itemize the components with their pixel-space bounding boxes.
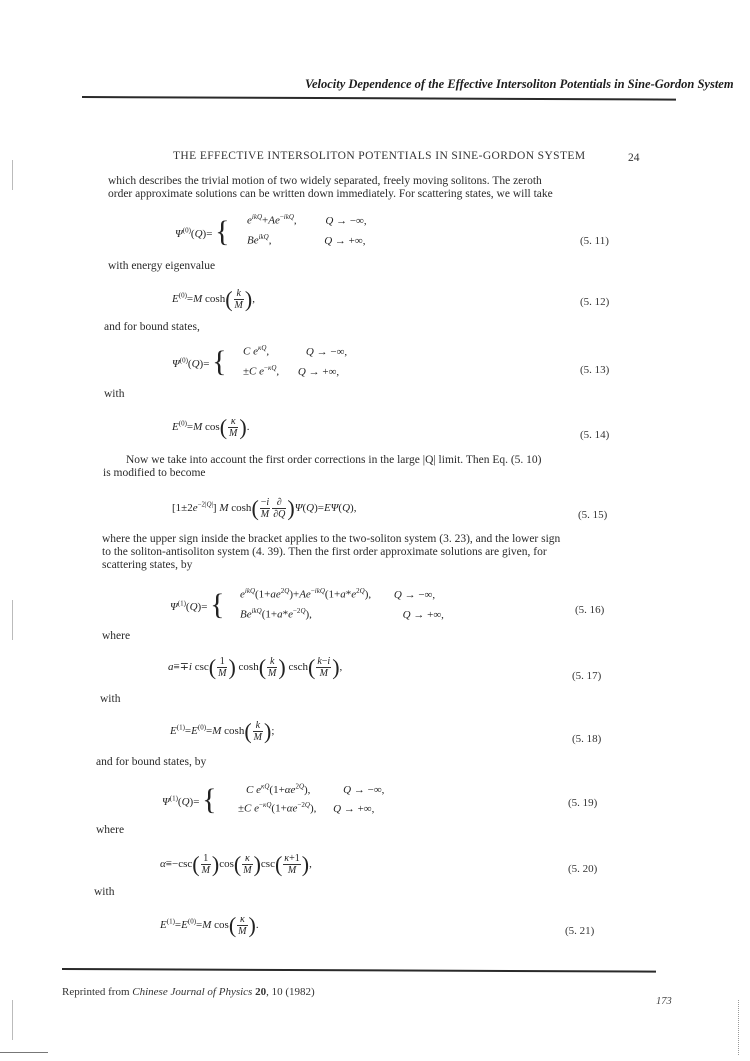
section-page-number: 24 — [628, 152, 640, 164]
equation-5-16-case2: $Be^{ikQ}(1+a*e^{-2Q})$, Q → +∞, — [240, 607, 444, 621]
equation-number: (5. 13) — [580, 364, 610, 376]
paragraph-line: with — [104, 388, 125, 400]
equation-number: (5. 12) — [580, 296, 610, 308]
equation-5-19: $\Psi^{(1)}(Q)=$ { — [162, 783, 217, 816]
equation-number: (5. 19) — [568, 797, 598, 809]
equation-5-11-case2: $Be^{ikQ}$, Q → +∞, — [247, 233, 366, 247]
paragraph-line: Now we take into account the first order corrections in the large |Q| limit. Then Eq. (5. 10) — [126, 454, 542, 466]
equation-5-11: $\Psi^{(0)}(Q)=$ { — [175, 215, 230, 248]
equation-number: (5. 21) — [565, 925, 595, 937]
scan-mark — [738, 1000, 749, 1055]
paragraph-line: with energy eigenvalue — [108, 260, 216, 272]
equation-number: (5. 15) — [578, 509, 608, 521]
scan-mark — [12, 600, 13, 640]
footer-rule — [62, 968, 656, 973]
scan-mark — [12, 1000, 13, 1040]
paragraph-line: scattering states, by — [102, 559, 193, 571]
equation-5-18: $E^{(1)}=E^{(0)}=M$ cosh( $\frac{k}{M}$ ); — [170, 718, 275, 744]
equation-number: (5. 18) — [572, 733, 602, 745]
equation-number: (5. 17) — [572, 670, 602, 682]
scan-mark — [12, 160, 13, 190]
equation-5-16: $\Psi^{(1)}(Q)=$ { — [170, 588, 225, 621]
equation-5-12: $E^{(0)}=M$ cosh( $\frac{k}{M}$ ), — [172, 286, 255, 312]
running-header: Velocity Dependence of the Effective Intersoliton Potentials in Sine-Gordon System — [305, 77, 734, 91]
paragraph-line: and for bound states, by — [96, 756, 207, 768]
reprint-notice: Reprinted from Chinese Journal of Physics 20, 10 (1982) — [62, 986, 315, 998]
equation-5-20: α≡−csc( $\frac{1}{M}$ )cos( $\frac{\kappa}{M}$ )csc( $\frac{\kappa+1}{M}$ ), — [160, 851, 312, 877]
equation-5-14: $E^{(0)}=M$ cos( $\frac{\kappa}{M}$ ). — [172, 414, 250, 440]
paragraph-line: where — [96, 824, 125, 836]
equation-5-15: $[1\pm 2e^{-2|Q|}]$ M cosh( $\frac{-i}{M}$ $\frac{\partial}{\partial Q}$ )Ψ(Q)=EΨ(Q), — [172, 495, 357, 521]
equation-number: (5. 11) — [580, 235, 609, 247]
paragraph-line: with — [94, 886, 115, 898]
equation-5-17: a≡∓i csc( $\frac{1}{M}$ ) cosh( $\frac{k}{M}$ ) csch( $\frac{k-i}{M}$ ), — [168, 654, 343, 680]
scan-mark — [0, 1052, 48, 1053]
equation-5-13-case2: ±C $e^{-\kappa Q}$, Q → +∞, — [243, 364, 340, 378]
paragraph-line: which describes the trivial motion of two widely separated, freely moving solitons. The zeroth — [108, 175, 542, 187]
paragraph-line: is modified to become — [103, 467, 206, 479]
section-title: THE EFFECTIVE INTERSOLITON POTENTIALS IN SINE-GORDON SYSTEM — [173, 150, 586, 162]
equation-5-21: $E^{(1)}=E^{(0)}=M$ cos( $\frac{\kappa}{M}$ ). — [160, 912, 259, 938]
equation-number: (5. 14) — [580, 429, 610, 441]
equation-5-19-case1: C $e^{\kappa Q}(1+\alpha e^{2Q})$, Q → −∞, — [246, 782, 385, 796]
header-rule — [82, 96, 676, 101]
page-number: 173 — [656, 996, 672, 1007]
equation-5-11-case1: $e^{ikQ}+Ae^{-ikQ}$, Q → −∞, — [247, 213, 367, 227]
paragraph-line: to the soliton-antisoliton system (4. 39). Then the first order approximate solutions are given, for — [102, 546, 547, 558]
equation-5-19-case2: ±C $e^{-\kappa Q}(1+\alpha e^{-2Q})$, Q → +∞, — [238, 801, 375, 815]
paragraph-line: and for bound states, — [104, 321, 200, 333]
equation-number: (5. 20) — [568, 863, 598, 875]
equation-5-16-case1: $e^{ikQ}(1+ae^{2Q})+Ae^{-ikQ}(1+a*e^{2Q})$, Q → −∞, — [240, 587, 436, 601]
equation-number: (5. 16) — [575, 604, 605, 616]
equation-5-13: $\Psi^{(0)}(Q)=$ { — [172, 345, 227, 378]
paragraph-line: order approximate solutions can be written down immediately. For scattering states, we will take — [108, 188, 553, 200]
paragraph-line: where — [102, 630, 131, 642]
paragraph-line: with — [100, 693, 121, 705]
paragraph-line: where the upper sign inside the bracket applies to the two-soliton system (3. 23), and the lower sign — [102, 533, 561, 545]
equation-5-13-case1: C $e^{\kappa Q}$, Q → −∞, — [243, 344, 348, 358]
